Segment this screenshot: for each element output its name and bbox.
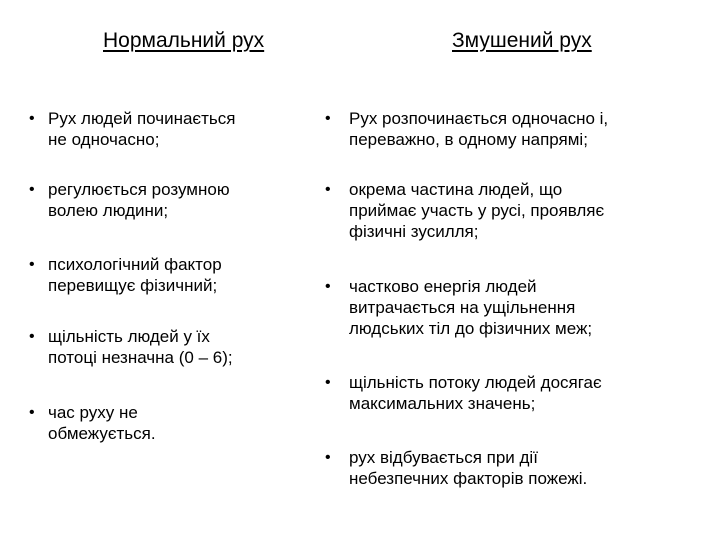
list-item-text: Рух людей починається не одночасно; [48,109,236,149]
bullet-icon: • [325,449,331,466]
list-item-text: окрема частина людей, що приймає участь у русі, проявляє фізичні зусилля; [349,180,605,241]
list-item [325,447,588,489]
bullet-icon: • [325,374,331,391]
list-item-text: рух відбувається при дії небезпечних факторів пожежі. [349,448,588,488]
list-item-text: Рух розпочинається одночасно і, переважно, в одному напрямі; [349,109,609,149]
heading-forced-movement: Змушений рух [452,29,592,52]
list-item-text: щільність людей у їх потоці незначна (0 – 6); [48,327,233,367]
list-item-text: частково енергія людей витрачається на ущільнення людських тіл до фізичних меж; [349,277,593,338]
bullet-icon: • [29,328,35,345]
bullet-icon: • [29,181,35,198]
list-item [325,179,605,242]
bullet-icon: • [325,278,331,295]
list-item-text: психологічний фактор перевищує фізичний; [48,255,222,295]
heading-normal-movement: Нормальний рух [103,29,265,52]
bullet-icon: • [29,256,35,273]
list-item [325,276,593,339]
bullet-icon: • [29,404,35,421]
list-item [29,179,230,221]
list-item [29,108,236,150]
list-item [325,108,609,150]
bullet-icon: • [325,181,331,198]
list-item [29,326,233,368]
list-item [29,402,156,444]
list-item-text: щільність потоку людей досягає максимальних значень; [349,373,602,413]
list-item-text: час руху не обмежується. [48,403,156,443]
list-item-text: регулюється розумною волею людини; [48,180,230,220]
bullet-icon: • [29,110,35,127]
list-item [29,254,222,296]
bullet-icon: • [325,110,331,127]
list-item [325,372,602,414]
